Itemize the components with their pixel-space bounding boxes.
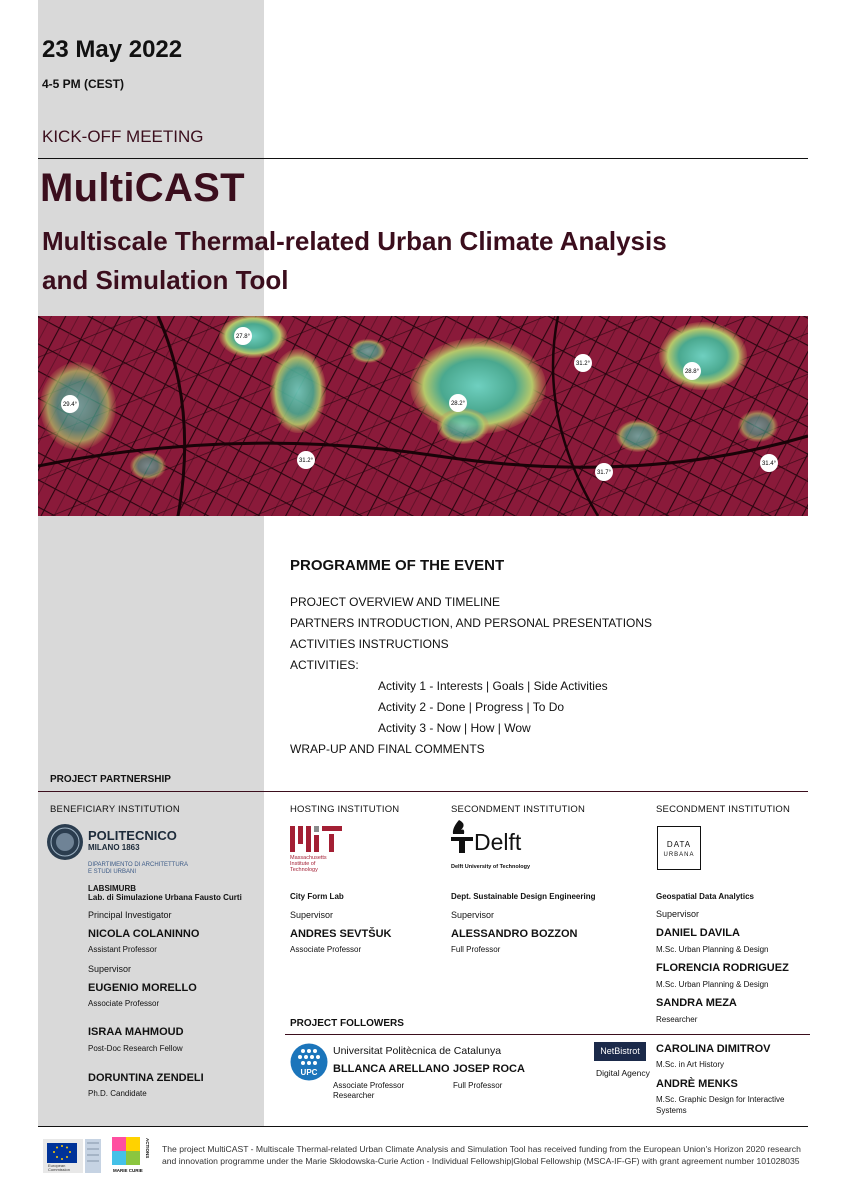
role-label: Supervisor <box>656 909 700 919</box>
person-title: Associate Professor <box>88 999 160 1008</box>
person-name: SANDRA MEZA <box>656 997 737 1009</box>
programme-item: ACTIVITIES INSTRUCTIONS <box>290 637 449 651</box>
role-label: Supervisor <box>88 964 132 974</box>
role-label: Supervisor <box>451 910 495 920</box>
mit-caption-line: Massachusetts <box>290 855 327 861</box>
programme-item: ACTIVITIES: <box>290 658 359 672</box>
temp-label: 29.4° <box>62 402 78 408</box>
person-title: Systems <box>656 1106 687 1115</box>
dastu-line-2: E STUDI URBANI <box>88 869 137 875</box>
msca-caption: MARIE CURIE <box>113 1168 143 1173</box>
beneficiary-heading: BENEFICIARY INSTITUTION <box>50 804 180 815</box>
data-urbana-logo-line: DATA <box>666 840 692 849</box>
person-title: Ph.D. Candidate <box>88 1089 147 1098</box>
secondment-heading: SECONDMENT INSTITUTION <box>656 804 791 815</box>
mit-caption-line: Institute of <box>290 861 316 867</box>
person-title: Full Professor <box>453 1081 503 1090</box>
netbistrot-caption: Digital Agency <box>596 1068 650 1078</box>
tudelft-logo-text: Delft <box>474 829 522 855</box>
subtitle-line-2: and Simulation Tool <box>42 265 289 295</box>
dept-name: Dept. Sustainable Design Engineering <box>451 892 596 901</box>
meeting-type: KICK-OFF MEETING <box>42 127 204 146</box>
person-name: ISRAA MAHMOUD <box>88 1026 184 1038</box>
person-name: EUGENIO MORELLO <box>88 982 197 994</box>
role-label: Supervisor <box>290 910 334 920</box>
dept-name: Geospatial Data Analytics <box>656 892 754 901</box>
european-commission-logo <box>43 1137 103 1175</box>
hosting-heading: HOSTING INSTITUTION <box>290 804 400 815</box>
temp-label: 31.4° <box>761 461 777 467</box>
person-title: M.Sc. Urban Planning & Design <box>656 980 769 989</box>
person-name: BLLANCA ARELLANO <box>333 1063 450 1075</box>
person-title: M.Sc. Urban Planning & Design <box>656 945 769 954</box>
funding-statement: The project MultiCAST - Multiscale Thermal-related Urban Climate Analysis and Simulation Tool has received funding from the European Union's Horizon 2020 research and innovation programme under the Marie Skłodowska-Curie Action - Individual Fellowship|Global Fellowship (MSCA-IF-GF) with grant agreement number 101028035 <box>162 1144 801 1166</box>
mit-caption-line: Technology <box>290 867 318 873</box>
followers-label: PROJECT FOLLOWERS <box>290 1018 404 1029</box>
divider-followers <box>285 1034 810 1035</box>
person-title: Post-Doc Research Fellow <box>88 1044 183 1053</box>
person-name: DORUNTINA ZENDELI <box>88 1072 204 1084</box>
person-title: M.Sc. in Art History <box>656 1060 725 1069</box>
partnership-label: PROJECT PARTNERSHIP <box>50 774 171 785</box>
upc-logo <box>290 1043 328 1081</box>
temp-label: 28.8° <box>684 369 700 375</box>
eu-caption: Commission <box>48 1167 71 1172</box>
data-urbana-logo <box>657 826 701 870</box>
polimi-logo-sub: MILANO 1863 <box>88 843 140 852</box>
tudelft-flame-logo <box>451 818 473 854</box>
event-time: 4-5 PM (CEST) <box>42 77 125 91</box>
thermal-map-image <box>38 316 808 516</box>
eu-caption: European <box>48 1163 66 1168</box>
programme-title: PROGRAMME OF THE EVENT <box>290 557 505 574</box>
mit-logo <box>290 826 346 852</box>
page-title: MultiCAST <box>40 166 245 210</box>
person-title: Researcher <box>333 1091 375 1100</box>
msca-side-caption: ACTIONS <box>145 1138 150 1159</box>
marie-curie-actions-logo <box>112 1137 150 1175</box>
programme-subitem: Activity 2 - Done | Progress | To Do <box>378 700 565 714</box>
divider-bottom <box>38 1126 808 1127</box>
role-label: Principal Investigator <box>88 910 172 920</box>
event-date: 23 May 2022 <box>42 36 183 63</box>
temp-label: 28.2° <box>450 401 466 407</box>
lab-full-name: Lab. di Simulazione Urbana Fausto Curti <box>88 893 242 902</box>
dastu-line-1: DIPARTIMENTO DI ARCHITETTURA <box>88 862 189 868</box>
polimi-logo-text: POLITECNICO <box>88 828 177 843</box>
netbistrot-logo: NetBistrot <box>594 1042 646 1061</box>
secondment-heading: SECONDMENT INSTITUTION <box>451 804 586 815</box>
person-name: JOSEP ROCA <box>453 1063 525 1075</box>
programme-subitem: Activity 1 - Interests | Goals | Side Activities <box>378 679 608 693</box>
person-name: DANIEL DAVILA <box>656 927 740 939</box>
person-title: M.Sc. Graphic Design for Interactive <box>656 1095 785 1104</box>
tudelft-logo-sub: Delft University of Technology <box>451 864 531 870</box>
person-name: ANDRÈ MENKS <box>656 1078 738 1090</box>
temp-label: 31.2° <box>298 458 314 464</box>
person-name: CAROLINA DIMITROV <box>656 1043 771 1055</box>
divider-top <box>38 158 808 159</box>
temp-label: 31.7° <box>596 470 612 476</box>
upc-university-name: Universitat Politècnica de Catalunya <box>333 1045 502 1057</box>
person-title: Full Professor <box>451 945 501 954</box>
page-subtitle <box>42 222 802 300</box>
lab-name: City Form Lab <box>290 892 344 901</box>
person-name: ALESSANDRO BOZZON <box>451 928 578 940</box>
subtitle-line-1: Multiscale Thermal-related Urban Climate Analysis <box>42 226 667 256</box>
person-title: Associate Professor <box>333 1081 405 1090</box>
person-title: Associate Professor <box>290 945 362 954</box>
person-title: Researcher <box>656 1015 698 1024</box>
programme-item: PROJECT OVERVIEW AND TIMELINE <box>290 595 501 609</box>
person-title: Assistant Professor <box>88 945 157 954</box>
mit-logo-caption <box>290 855 327 873</box>
upc-logo-text: UPC <box>300 1068 318 1077</box>
lab-name: LABSIMURB <box>88 884 136 893</box>
programme-subitem: Activity 3 - Now | How | Wow <box>378 721 531 735</box>
temp-label: 27.8° <box>235 334 251 340</box>
temp-label: 31.2° <box>575 361 591 367</box>
divider-partnership <box>38 791 808 792</box>
polimi-seal-logo <box>46 823 84 861</box>
person-name: NICOLA COLANINNO <box>88 928 200 940</box>
programme-item: WRAP-UP AND FINAL COMMENTS <box>290 742 485 756</box>
programme-item: PARTNERS INTRODUCTION, AND PERSONAL PRESENTATIONS <box>290 616 653 630</box>
person-name: ANDRES SEVTŠUK <box>290 928 392 940</box>
data-urbana-logo-line: URBANA <box>663 852 695 858</box>
person-name: FLORENCIA RODRIGUEZ <box>656 962 789 974</box>
